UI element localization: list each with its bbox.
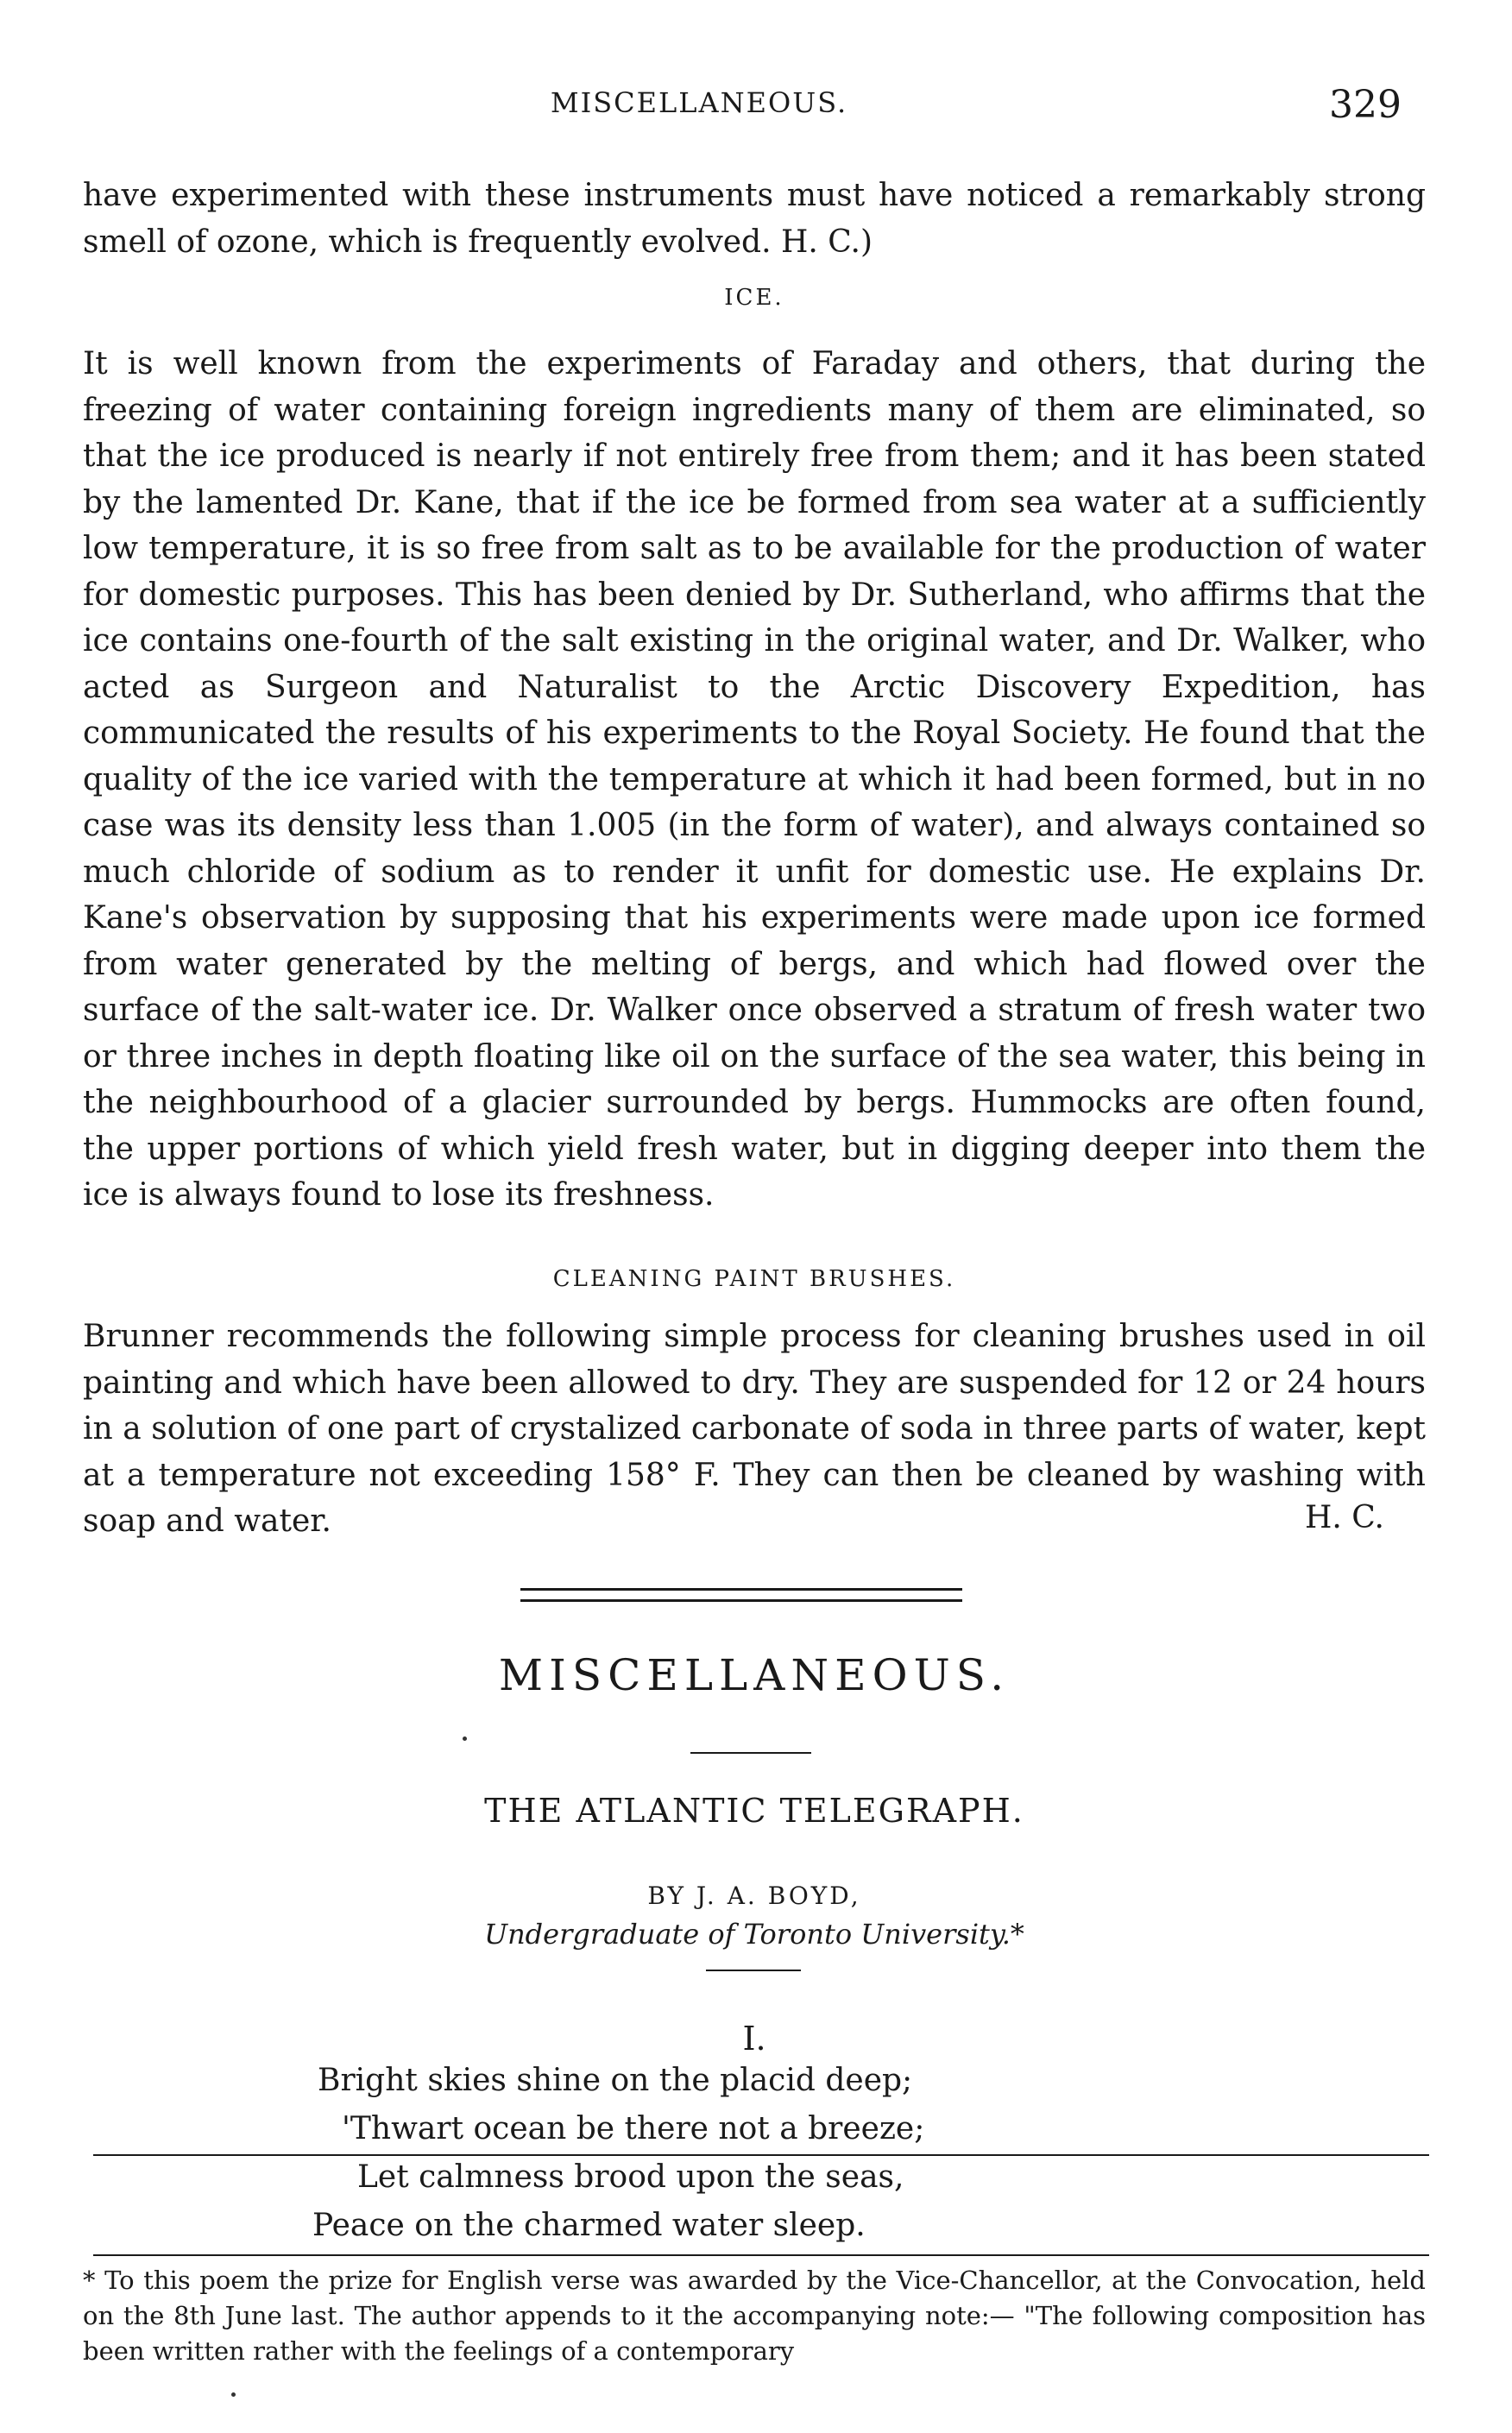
poem-line: Peace on the charmed water sleep. <box>312 2208 866 2243</box>
section-body-brushes <box>83 1314 1426 1545</box>
byline-rule <box>706 1970 801 1971</box>
print-speck <box>231 2392 236 2397</box>
footnote <box>83 2263 1426 2369</box>
poem-affiliation: Undergraduate of Toronto University.* <box>484 1918 1024 1951</box>
running-head: MISCELLANEOUS. <box>550 86 848 119</box>
poem-byline: BY J. A. BOYD, <box>647 1881 861 1910</box>
section-heading-brushes: CLEANING PAINT BRUSHES. <box>552 1266 956 1292</box>
double-rule-divider <box>520 1588 962 1602</box>
stanza-number: I. <box>742 2020 766 2058</box>
print-speck <box>463 1737 467 1741</box>
poem-line: Bright skies shine on the placid deep; <box>318 2063 913 2098</box>
section-heading-ice: ICE. <box>724 285 784 311</box>
section-body-ice <box>83 341 1426 1219</box>
short-rule <box>690 1752 811 1754</box>
section-body-ice-text: It is well known from the experiments of Faraday and others, that during the freezing of water containing foreign ingredients many of them are eliminated, so that the ice produced is nearly if not entirely free from them; and it has been stated by the lamented Dr. Kane, that if the ice be formed from sea water at a sufficiently low temperature, it is so free from salt as to be available for the production of water for domestic purposes. This has been denied by Dr. Sutherland, who affirms that the ice contains one-fourth of the salt existing in the original water, and Dr. Walker, who acted as Surgeon and Naturalist to the Arctic Discovery Expedition, has communicated the results of his experiments to the Royal Society. He found that the quality of the ice varied with the temperature at which it had been formed, but in no case was its density less than 1.005 (in the form of water), and always contained so much chloride of sodium as to render it unfit for domestic use. He explains Dr. Kane's observation by supposing that his experiments were made upon ice formed from water generated by the melting of bergs, and which had flowed over the surface of the salt-water ice. Dr. Walker once observed a stratum of fresh water two or three inches in depth floating like oil on the surface of the sea water, this being in the neighbourhood of a glacier surrounded by bergs. Hummocks are often found, the upper portions of which yield fresh water, but in digging deeper into them the ice is always found to lose its freshness. <box>83 346 1426 1213</box>
continuation-paragraph <box>83 173 1426 265</box>
continuation-text: have experimented with these instruments must have noticed a remarkably strong smell of ozone, which is frequently evolved. H. C.) <box>83 178 1426 260</box>
footnote-rule <box>93 2154 1429 2156</box>
section-body-brushes-text: Brunner recommends the following simple process for cleaning brushes used in oil painting and which have been allowed to dry. They are suspended for 12 or 24 hours in a solution of one part of crystalized carbonate of soda in three parts of water, kept at a temperature not exceeding 158° F. They can then be cleaned by washing with soap and water. <box>83 1319 1426 1539</box>
miscellaneous-title: MISCELLANEOUS. <box>498 1650 1011 1700</box>
page-number: 329 <box>1329 83 1402 127</box>
poem-line: Let calmness brood upon the seas, <box>357 2159 904 2195</box>
footnote-separator <box>93 2254 1429 2256</box>
poem-title: THE ATLANTIC TELEGRAPH. <box>484 1792 1024 1830</box>
section-signature: H. C. <box>1305 1500 1384 1535</box>
footnote-text: * To this poem the prize for English verse was awarded by the Vice-Chancellor, at the Convocation, held on the 8th June last. The author appends to it the accompanying note:— "The following composition has been written rather with the feelings of a contemporary <box>83 2266 1426 2366</box>
poem-line: 'Thwart ocean be there not a breeze; <box>342 2111 925 2146</box>
